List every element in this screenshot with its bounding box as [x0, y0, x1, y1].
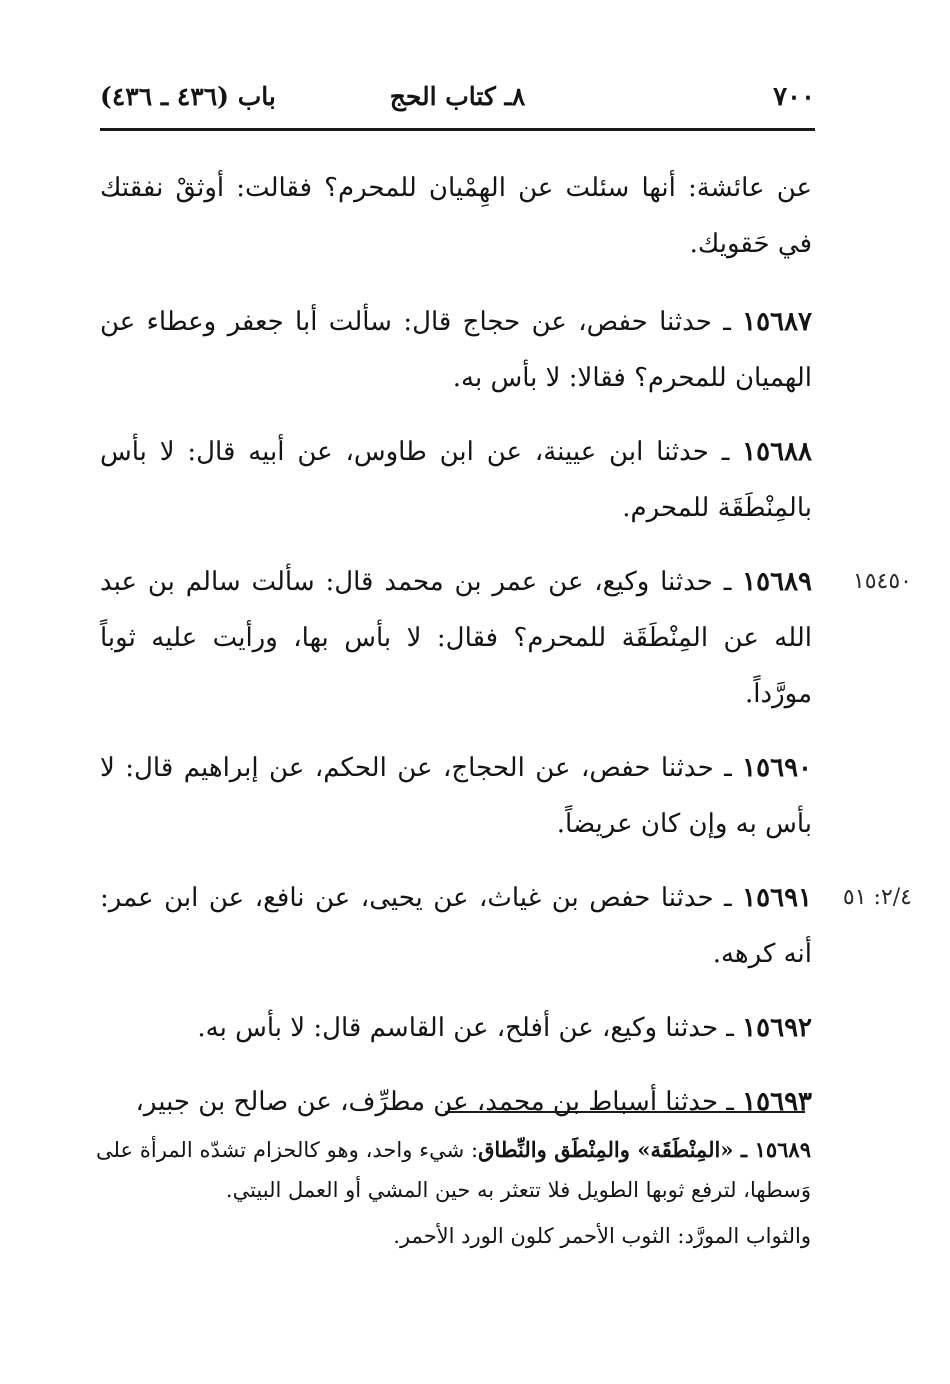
- margin-reference: ٢/٤: ٥١: [842, 885, 912, 910]
- hadith-15691: [100, 870, 912, 982]
- hadith-text: ـ حدثنا ابن عيينة، عن ابن طاوس، عن أبيه قال: لا بأس بالمِنْطَقَة للمحرم.: [100, 437, 812, 523]
- hadith-number: ١٥٦٨٧: [742, 307, 812, 337]
- footnote-rule: [445, 1111, 805, 1113]
- hadith-15693: [100, 1074, 812, 1130]
- hadith-text: ـ حدثنا وكيع، عن عمر بن محمد قال: سألت سالم بن عبد الله عن المِنْطَقَة للمحرم؟ فقال: لا بأس بها، ورأيت عليه ثوباً مورَّداً.: [100, 567, 812, 709]
- hadith-text: ـ حدثنا حفص بن غياث، عن يحيى، عن نافع، عن ابن عمر: أنه كرهه.: [100, 883, 812, 969]
- footnote-text: : شيء واحد، وهو كالحزام تشدّه المرأة على وَسطها، لترفع ثوبها الطويل فلا تتعثر به حين المشي أو العمل البيتي.: [96, 1138, 811, 1202]
- running-header: [100, 82, 815, 122]
- hadith-text: ـ حدثنا حفص، عن حجاج قال: سألت أبا جعفر وعطاء عن الهميان للمحرم؟ فقالا: لا بأس به.: [100, 307, 812, 393]
- hadith-15689: [100, 554, 912, 722]
- hadith-number: ١٥٦٩١: [742, 883, 812, 913]
- margin-reference: ١٥٤٥٠: [852, 569, 912, 594]
- hadith-number: ١٥٦٨٩: [742, 567, 812, 597]
- paragraph-continuation: عن عائشة: أنها سئلت عن الهِمْيان للمحرم؟ فقالت: أوثقْ نفقتك في حَقويك.: [100, 173, 812, 259]
- hadith-15687: [100, 294, 812, 406]
- hadith-15692: [100, 1000, 812, 1056]
- hadith-number: ١٥٦٩٠: [742, 753, 812, 783]
- hadith-15688: [100, 424, 812, 536]
- hadith-number: ١٥٦٨٨: [742, 437, 812, 467]
- footnote-2: والثواب المورَّد: الثوب الأحمر كلون الورد الأحمر.: [393, 1224, 811, 1248]
- hadith-text: ـ حدثنا وكيع، عن أفلح، عن القاسم قال: لا بأس به.: [197, 1013, 743, 1043]
- footnote-1: [96, 1130, 811, 1210]
- footnotes: [96, 1130, 811, 1262]
- page-number: ٧٠٠: [773, 82, 815, 112]
- hadith-number: ١٥٦٩٣: [742, 1087, 812, 1117]
- hadith-text: ـ حدثنا أسباط بن محمد، عن مطرِّف، عن صالح بن جبير،: [135, 1087, 743, 1117]
- hadith-number: ١٥٦٩٢: [742, 1013, 812, 1043]
- hadith-15690: [100, 740, 812, 852]
- header-rule: [100, 128, 815, 131]
- chapter-label: باب (٤٣٦ ـ ٤٣٦): [100, 82, 276, 111]
- hadith-text: ـ حدثنا حفص، عن الحجاج، عن الحكم، عن إبراهيم قال: لا بأس به وإن كان عريضاً.: [100, 753, 812, 839]
- book-title: ٨ـ كتاب الحج: [389, 82, 526, 111]
- main-text: [100, 160, 912, 1148]
- footnote-head: ١٥٦٨٩ ـ «المِنْطَقَة» والمِنْطَق والنِّطاق: [478, 1137, 811, 1162]
